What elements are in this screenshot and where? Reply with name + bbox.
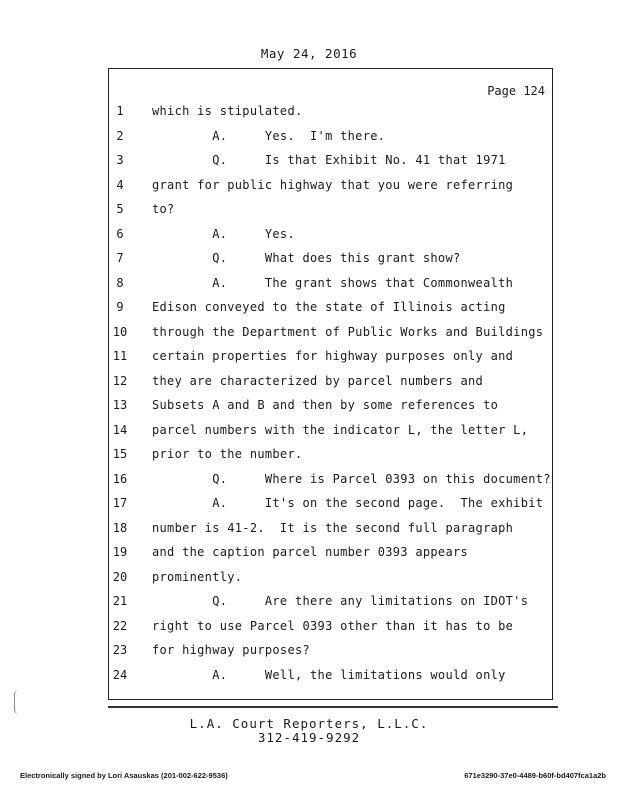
court-reporter-name: L.A. Court Reporters, L.L.C. [189, 716, 429, 731]
line-number: 14 [112, 422, 128, 437]
transcript-line: certain properties for highway purposes only and [152, 349, 514, 363]
line-number: 6 [116, 226, 124, 241]
transcript-line: Q. Where is Parcel 0393 on this document? [152, 471, 551, 486]
line-number: 19 [112, 545, 128, 559]
transcript-line: for highway purposes? [152, 643, 311, 657]
line-number: 11 [112, 349, 128, 363]
transcript-line: Subsets A and B and then by some references to [152, 398, 499, 412]
line-number: 17 [112, 496, 128, 510]
transcript-line: right to use Parcel 0393 other than it has to be [152, 618, 514, 633]
line-number: 16 [112, 471, 128, 486]
line-number: 20 [112, 569, 128, 584]
page-number: Page 124 [487, 84, 545, 98]
transcript-line: A. It's on the second page. The exhibit [152, 496, 544, 510]
transcript-line: and the caption parcel number 0393 appears [152, 545, 469, 559]
document-id: 671e3290-37e0-4489-b60f-bd407fca1a2b [464, 771, 606, 780]
transcript-line: number is 41-2. It is the second full paragraph [152, 520, 514, 535]
scan-edge-mark [14, 690, 23, 714]
transcript-line: they are characterized by parcel numbers and [152, 373, 484, 388]
bottom-rule [108, 706, 558, 708]
transcript-line: grant for public highway that you were referring [152, 177, 514, 192]
line-number: 1 [116, 104, 124, 118]
line-number: 10 [112, 324, 128, 339]
court-reporter-phone: 312-419-9292 [257, 730, 361, 745]
line-number: 7 [116, 251, 124, 265]
transcript-line: through the Department of Public Works and Buildings [152, 324, 544, 339]
line-number: 4 [116, 177, 124, 192]
line-number: 3 [116, 153, 124, 167]
line-number: 24 [112, 667, 128, 682]
transcript-line: Edison conveyed to the state of Illinois acting [152, 300, 506, 314]
transcript-line: Q. Are there any limitations on IDOT's [152, 594, 529, 608]
transcript-line: A. Yes. [152, 226, 295, 241]
line-number: 9 [116, 300, 124, 314]
transcript-line: A. The grant shows that Commonwealth [152, 275, 514, 290]
transcript-line: Q. Is that Exhibit No. 41 that 1971 [152, 153, 506, 167]
line-number: 23 [112, 643, 128, 657]
header-date: May 24, 2016 [260, 46, 358, 61]
line-number: 22 [112, 618, 128, 633]
line-number: 12 [112, 373, 128, 388]
transcript-line: parcel numbers with the indicator L, the letter L, [152, 422, 529, 437]
line-number: 21 [112, 594, 128, 608]
transcript-line: prominently. [152, 569, 243, 584]
line-number: 5 [116, 202, 124, 216]
line-number: 2 [116, 128, 124, 143]
transcript-line: to? [152, 202, 175, 216]
transcript-line: A. Yes. I'm there. [152, 128, 386, 143]
line-number: 18 [112, 520, 128, 535]
transcript-line: A. Well, the limitations would only [152, 667, 506, 682]
line-number: 8 [116, 275, 124, 290]
electronic-signature-note: Electronically signed by Lori Asauskas (201-002-622-9536) [20, 771, 228, 780]
line-number: 15 [112, 447, 128, 461]
transcript-line: which is stipulated. [152, 104, 303, 118]
transcript-line: prior to the number. [152, 447, 303, 461]
line-number: 13 [112, 398, 128, 412]
transcript-line: Q. What does this grant show? [152, 251, 461, 265]
